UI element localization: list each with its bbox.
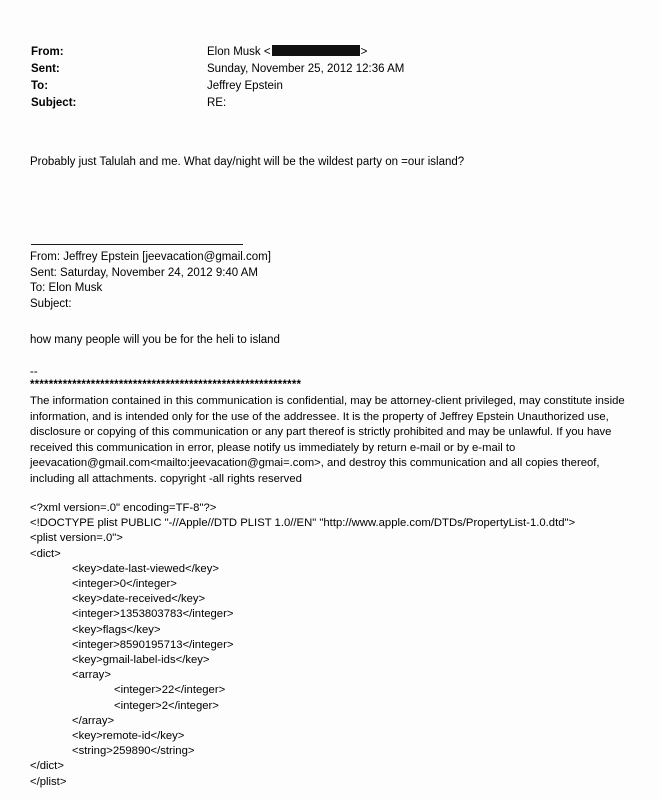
confidentiality-disclaimer: The information contained in this communication is confidential, may be attorney-client privileged, may constitute inside information, and is intended only for the use of the addressee. It is the property of Jeffrey Epstein Unauthorized use, disclosure or copying of this communication or any part thereof is strictly prohibited and may be unlawful. If you have received this communication in error, please notify us immediately by return e-mail or by e-mail to jeevacation@gmail.com<mailto:jeevacation@gmai=.com>, and destroy this communication and all copies thereof, including all attachments. copyright -all rights reserved	[30, 395, 625, 485]
plist-line: <key>flags</key>	[72, 623, 161, 636]
plist-line: <integer>0</integer>	[72, 578, 177, 591]
sent-value: Sunday, November 25, 2012 12:36 AM	[207, 63, 405, 75]
to-label: To:	[31, 80, 49, 92]
quoted-sent: Sent: Saturday, November 24, 2012 9:40 AM	[30, 266, 259, 279]
plist-line: <integer>1353803783</integer>	[72, 608, 234, 621]
to-value: Jeffrey Epstein	[207, 80, 283, 92]
header-row-from	[31, 44, 404, 61]
message-body: Probably just Talulah and me. What day/night will be the wildest party on =our island?	[30, 156, 465, 168]
sent-label: Sent:	[31, 63, 60, 75]
plist-line: <integer>8590195713</integer>	[72, 638, 234, 651]
quoted-body: how many people will you be for the heli to island	[30, 334, 280, 346]
quoted-to: To: Elon Musk	[30, 282, 103, 294]
quote-divider	[31, 244, 243, 245]
subject-value: RE:	[207, 97, 227, 109]
signature-stars: **********************************************************	[30, 379, 302, 391]
plist-line: <!DOCTYPE plist PUBLIC "-//Apple//DTD PLIST 1.0//EN" "http://www.apple.com/DTDs/PropertyList-1.0.dtd">	[30, 517, 576, 530]
plist-line: <integer>22</integer>	[114, 684, 226, 697]
signature-dashes: --	[30, 366, 38, 378]
plist-line: <key>date-last-viewed</key>	[72, 562, 219, 575]
plist-line: <?xml version=.0" encoding=TF-8"?>	[30, 502, 217, 514]
plist-line: </dict>	[30, 760, 64, 773]
plist-line: <dict>	[30, 547, 61, 560]
redaction-bar	[272, 45, 360, 56]
from-sender-name: Elon Musk <	[207, 46, 271, 58]
plist-xml-block	[30, 501, 626, 790]
spacer-after-header	[30, 112, 626, 154]
subject-label: Subject:	[31, 97, 77, 109]
spacer-before-plist	[30, 487, 626, 501]
plist-line: <integer>2</integer>	[114, 699, 219, 712]
plist-line: <string>259890</string>	[72, 745, 195, 758]
header-row-sent	[31, 61, 404, 78]
spacer-before-signature	[30, 348, 626, 366]
from-label: From:	[31, 46, 64, 58]
header-row-subject	[31, 95, 404, 112]
spacer-before-quote	[30, 170, 626, 244]
plist-line: <array>	[72, 669, 111, 682]
plist-line: <plist version=.0">	[30, 532, 123, 545]
plist-line: </array>	[72, 714, 115, 727]
from-bracket-close: >	[360, 46, 368, 58]
email-header	[31, 44, 404, 112]
spacer-after-quoted-header	[30, 312, 626, 332]
header-row-to	[31, 78, 404, 95]
plist-line: <key>gmail-label-ids</key>	[72, 654, 210, 667]
plist-line: <key>remote-id</key>	[72, 730, 185, 743]
plist-line: <key>date-received</key>	[72, 593, 206, 606]
quoted-from: From: Jeffrey Epstein [jeevacation@gmail.com]	[30, 251, 271, 263]
from-value	[207, 44, 404, 61]
quoted-subject: Subject:	[30, 297, 72, 310]
plist-line: </plist>	[30, 775, 67, 788]
